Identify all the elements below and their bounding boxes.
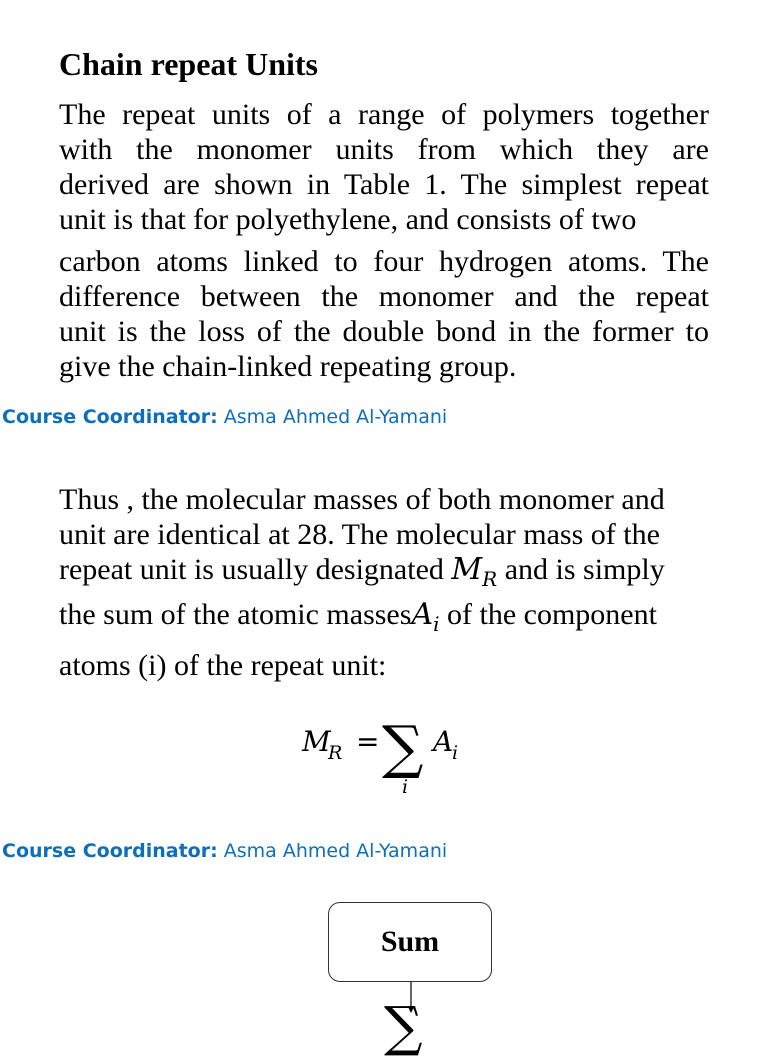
sigma-symbol: ∑ <box>384 995 423 1058</box>
coordinator-label: Course Coordinator: <box>2 406 218 428</box>
paragraph-line: unit are identical at 28. The molecular mass of the <box>59 518 660 551</box>
coordinator-name: Asma Ahmed Al-Yamani <box>223 406 448 428</box>
formula-a: A <box>433 725 454 758</box>
course-coordinator-footer <box>2 840 447 862</box>
paragraph-line: unit is the loss of the double bond in the former to <box>59 315 709 348</box>
text-fragment: of the component <box>439 598 657 631</box>
paragraph-line: with the monomer units from which they are <box>59 133 709 166</box>
paragraph-line: The repeat units of a range of polymers together <box>59 98 709 131</box>
paragraph-line: atoms (i) of the repeat unit: <box>59 649 387 682</box>
paragraph-line <box>59 552 719 597</box>
paragraph-molecular-mass <box>59 482 719 683</box>
text-fragment: and is simply <box>497 553 665 586</box>
formula-subscript-r: R <box>328 742 343 764</box>
paragraph-line: give the chain-linked repeating group. <box>59 350 517 383</box>
coordinator-label: Course Coordinator: <box>2 840 218 862</box>
formula-equals: = <box>356 725 380 758</box>
formula-index-i: i <box>402 776 409 798</box>
paragraph-line: carbon atoms linked to four hydrogen atoms. The <box>59 245 709 278</box>
paragraph-line: Thus , the molecular masses of both monomer and <box>59 483 665 516</box>
paragraph-difference <box>59 244 709 384</box>
sigma-symbol: ∑ <box>382 713 424 781</box>
text-fragment: repeat unit is usually designated <box>59 553 452 586</box>
molecular-mass-formula <box>300 705 480 800</box>
sum-flowchart-box: Sum <box>328 902 492 982</box>
formula-subscript-i: i <box>452 742 459 764</box>
paragraph-line <box>59 597 719 642</box>
section-title: Chain repeat Units <box>59 46 318 82</box>
paragraph-intro <box>59 97 709 237</box>
symbol-a-i: $A_i$ <box>411 597 440 636</box>
text-fragment: the sum of the atomic masses <box>59 598 412 631</box>
symbol-m-r: $M_R$ <box>451 552 498 591</box>
formula-m: M <box>302 725 331 758</box>
paragraph-line: derived are shown in Table 1. The simplest repeat <box>59 168 709 201</box>
course-coordinator-footer <box>2 406 447 428</box>
paragraph-line: difference between the monomer and the repeat <box>59 280 709 313</box>
paragraph-line: unit is that for polyethylene, and consists of two <box>59 203 637 236</box>
coordinator-name: Asma Ahmed Al-Yamani <box>223 840 448 862</box>
